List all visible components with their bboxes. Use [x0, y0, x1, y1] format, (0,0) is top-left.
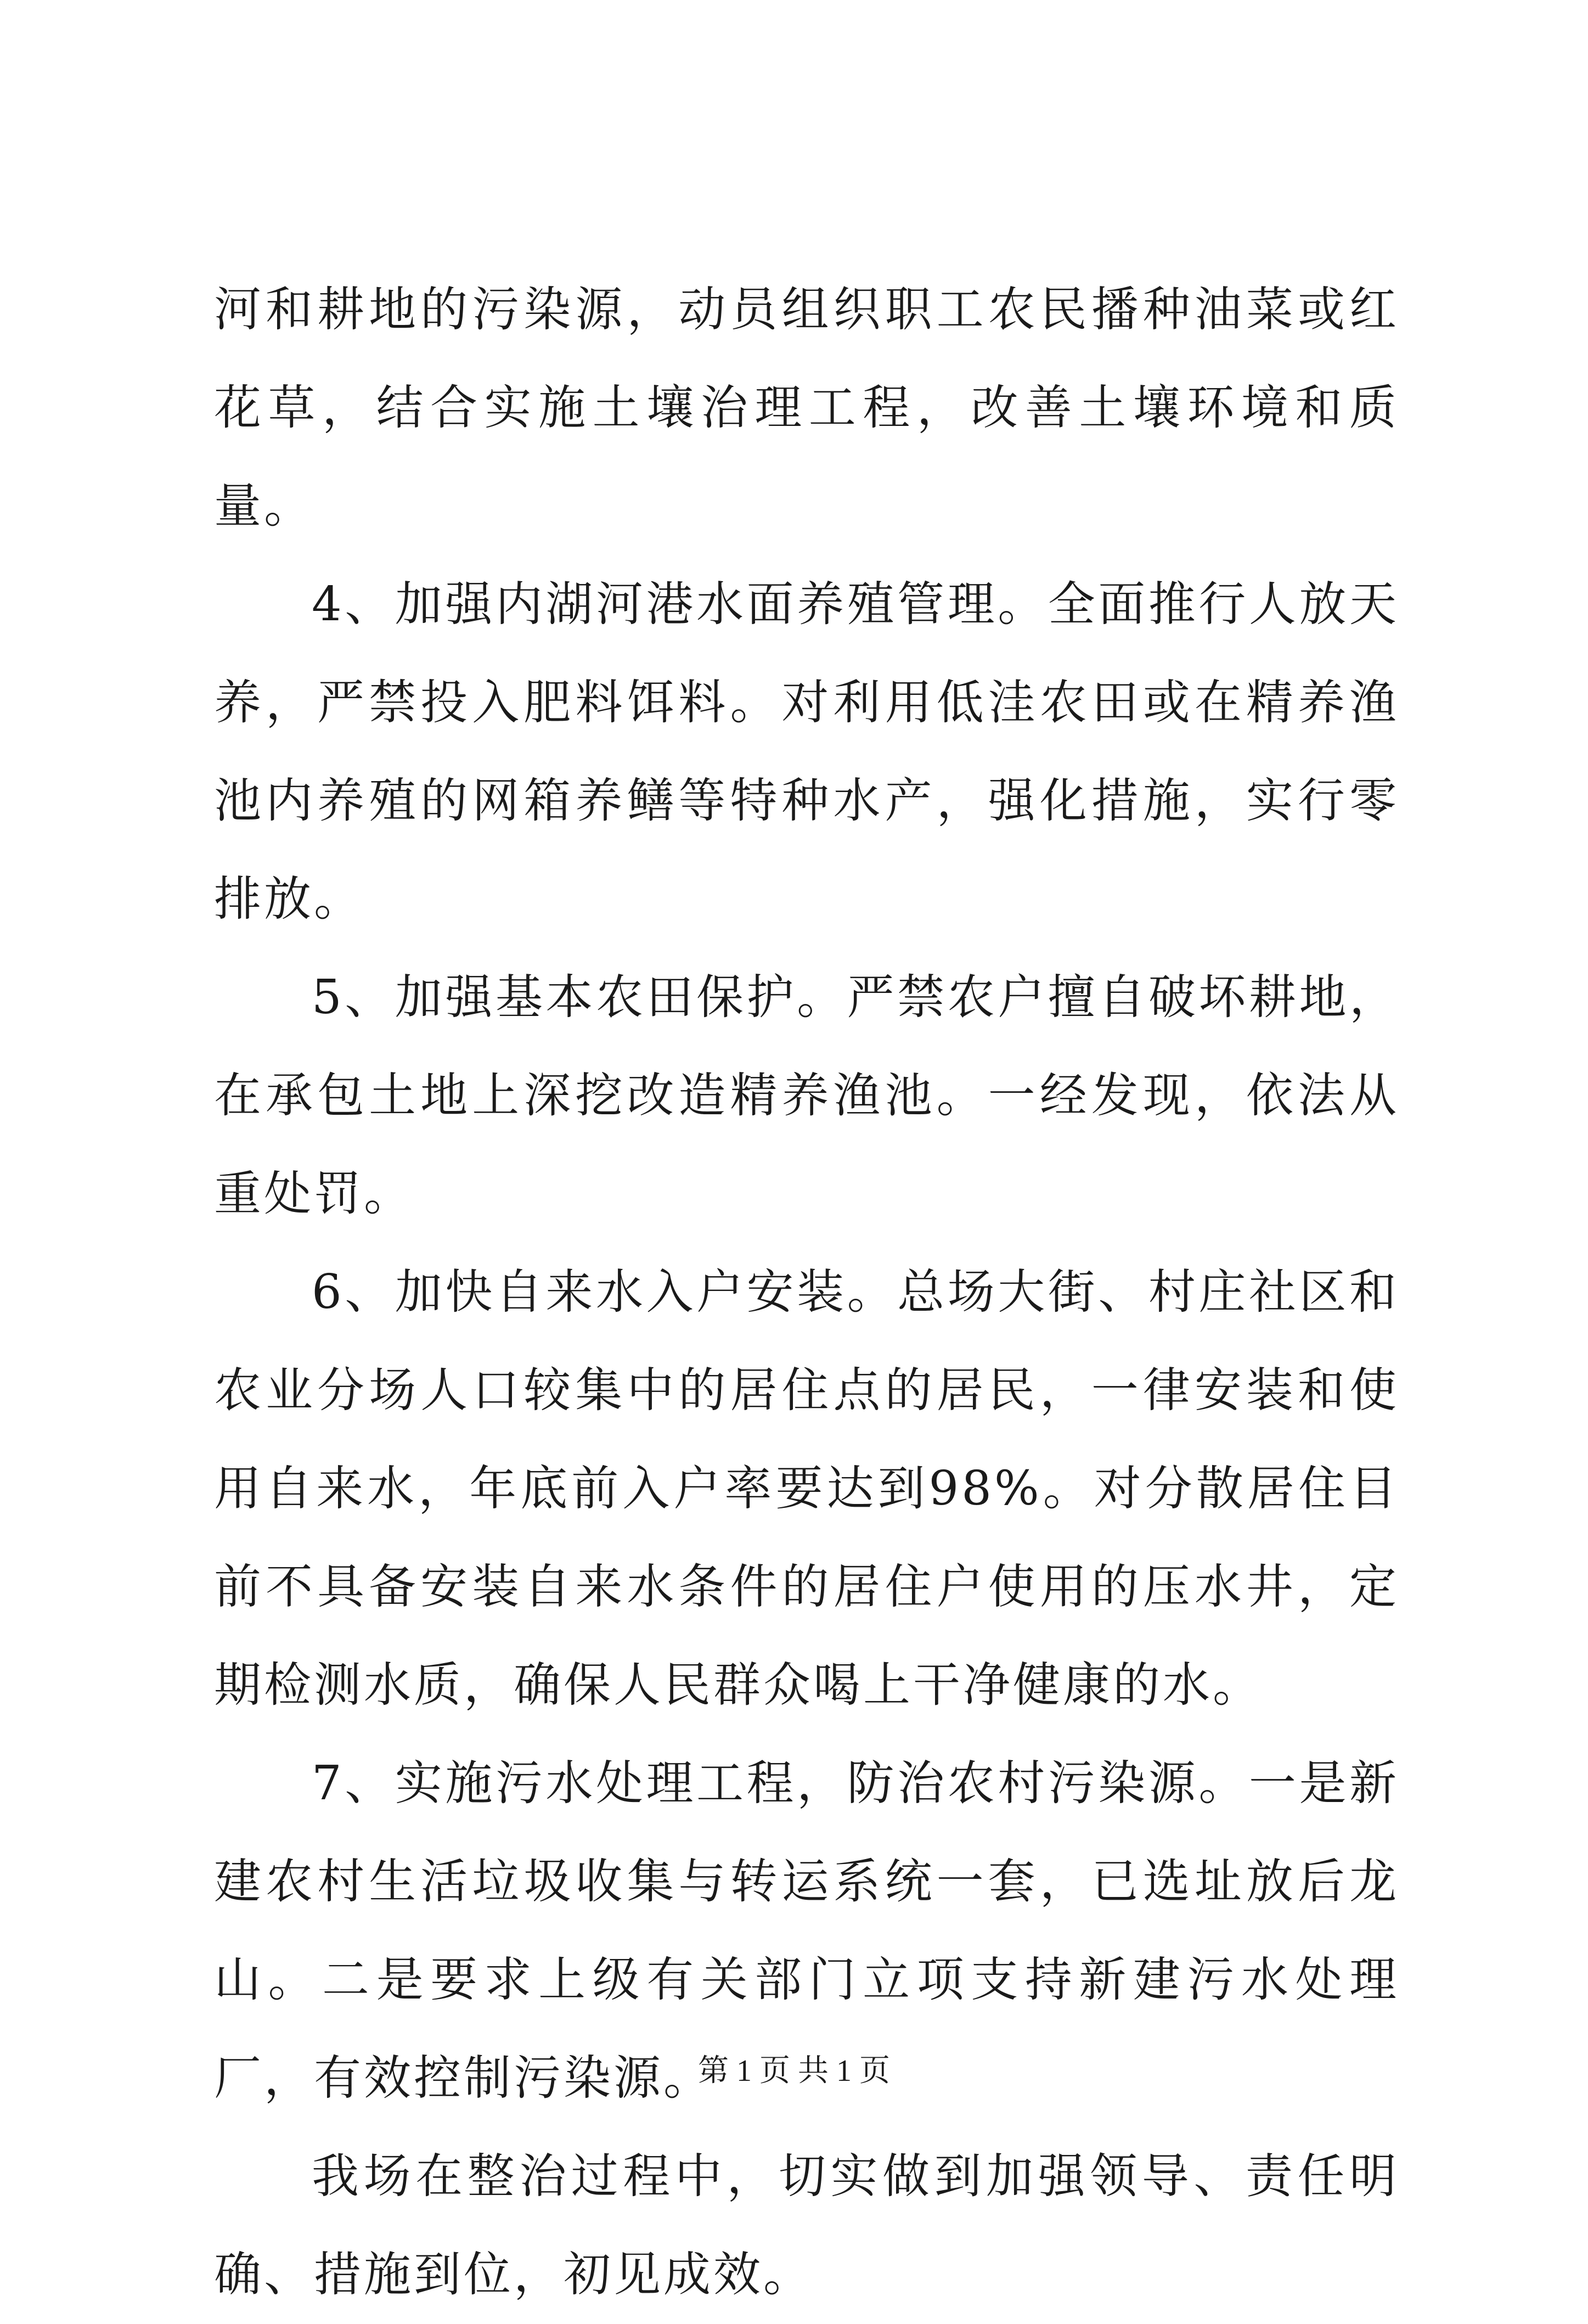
paragraph-item-7: 7、实施污水处理工程，防治农村污染源。一是新建农村生活垃圾收集与转运系统一套，已选址放后龙山。二是要求上级有关部门立项支持新建污水处理厂，有效控制污染源。: [214, 1756, 1399, 2106]
paragraph-item-4: 4、加强内湖河港水面养殖管理。全面推行人放天养，严禁投入肥料饵料。对利用低洼农田或在精养渔池内养殖的网箱养鳝等特种水产，强化措施，实行零排放。: [214, 577, 1399, 927]
paragraph-continuation: 河和耕地的污染源，动员组织职工农民播种油菜或红花草，结合实施土壤治理工程，改善土壤环境和质量。: [214, 282, 1399, 534]
paragraph-item-5: 5、加强基本农田保护。严禁农户擅自破坏耕地，在承包土地上深挖改造精养渔池。一经发现，依法从重处罚。: [214, 970, 1399, 1221]
document-body: [214, 261, 1399, 2324]
paragraph-item-6: 6、加快自来水入户安装。总场大街、村庄社区和农业分场人口较集中的居住点的居民，一律安装和使用自来水，年底前入户率要达到98%。对分散居住目前不具备安装自来水条件的居住户使用的压水井，定期检测水质，确保人民群众喝上干净健康的水。: [214, 1265, 1399, 1713]
paragraph-summary: 我场在整治过程中，切实做到加强领导、责任明确、措施到位，初见成效。: [214, 2149, 1399, 2302]
page-number-footer: 第 1 页 共 1 页: [698, 2054, 890, 2088]
